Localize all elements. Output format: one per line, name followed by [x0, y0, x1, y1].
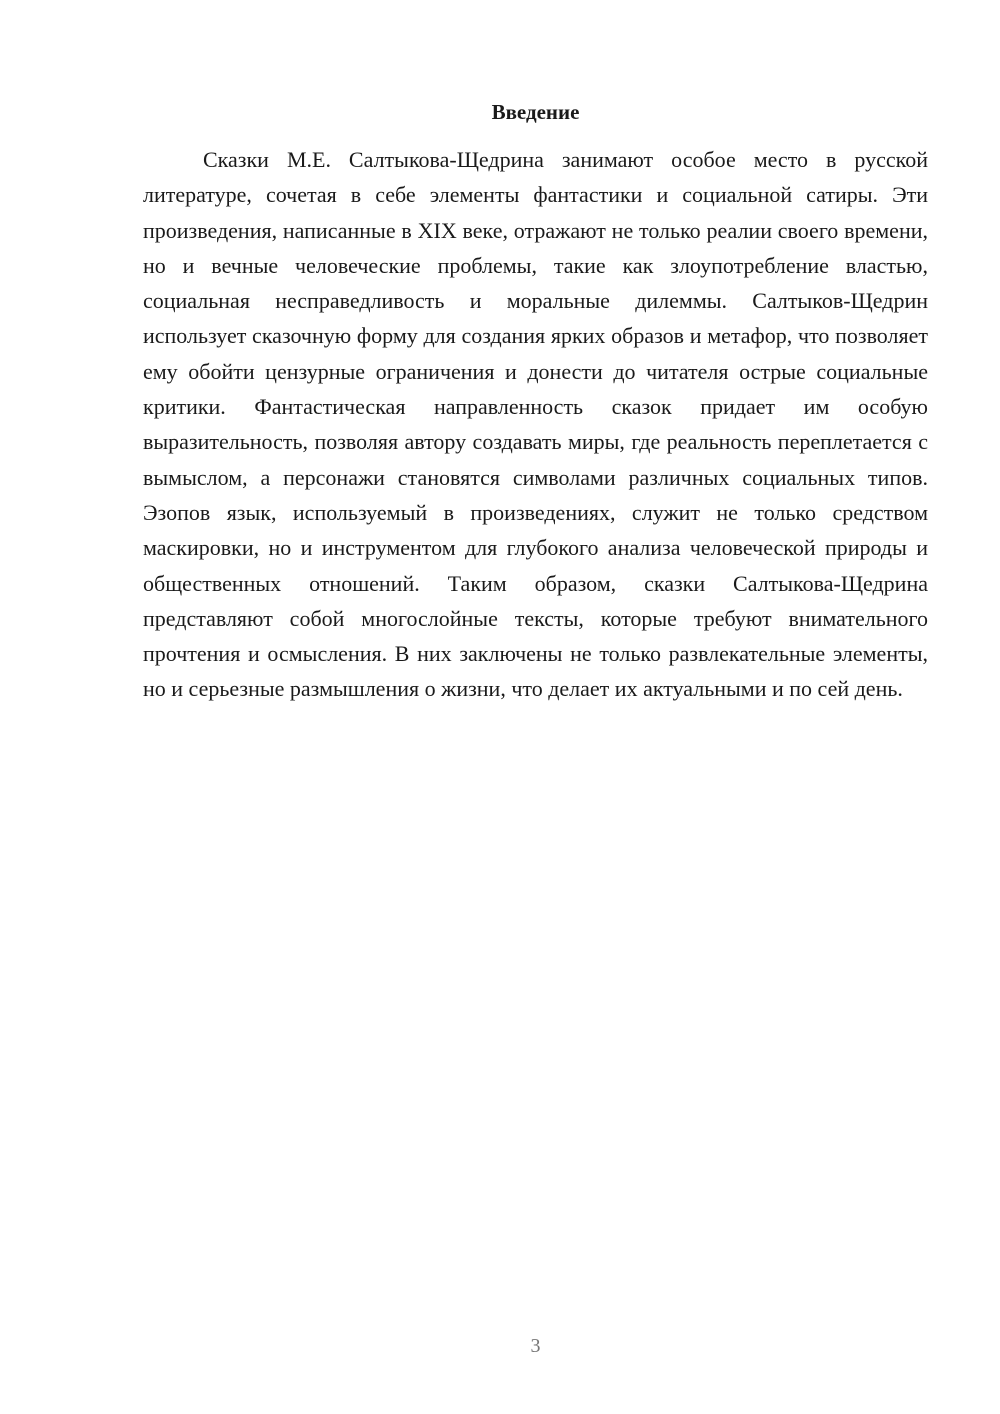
section-heading: Введение [491, 100, 580, 124]
page-number: 3 [530, 1335, 541, 1357]
body-paragraph: Сказки М.Е. Салтыкова-Щедрина занимают особое место в русской литературе, сочетая в себе элементы фантастики и социальной сатиры. Эти произведения, написанные в XIX веке, отражают не только реалии своего времени, но и вечные человеческие проблемы, такие как злоупотребление властью, социальная несправедливость и моральные дилеммы. Салтыков-Щедрин использует сказочную форму для создания ярких образов и метафор, что позволяет ему обойти цензурные ограничения и донести до читателя острые социальные критики. Фантастическая направленность сказок придает им особую выразительность, позволяя автору создавать миры, где реальность переплетается с вымыслом, а персонажи становятся символами различных социальных типов. Эзопов язык, используемый в произведениях, служит не только средством маскировки, но и инструментом для глубокого анализа человеческой природы и общественных отношений. Таким образом, сказки Салтыкова-Щедрина представляют собой многослойные тексты, которые требуют внимательного прочтения и осмысления. В них заключены не только развлекательные элементы, но и серьезные размышления о жизни, что делает их актуальными и по сей день. [143, 147, 928, 702]
